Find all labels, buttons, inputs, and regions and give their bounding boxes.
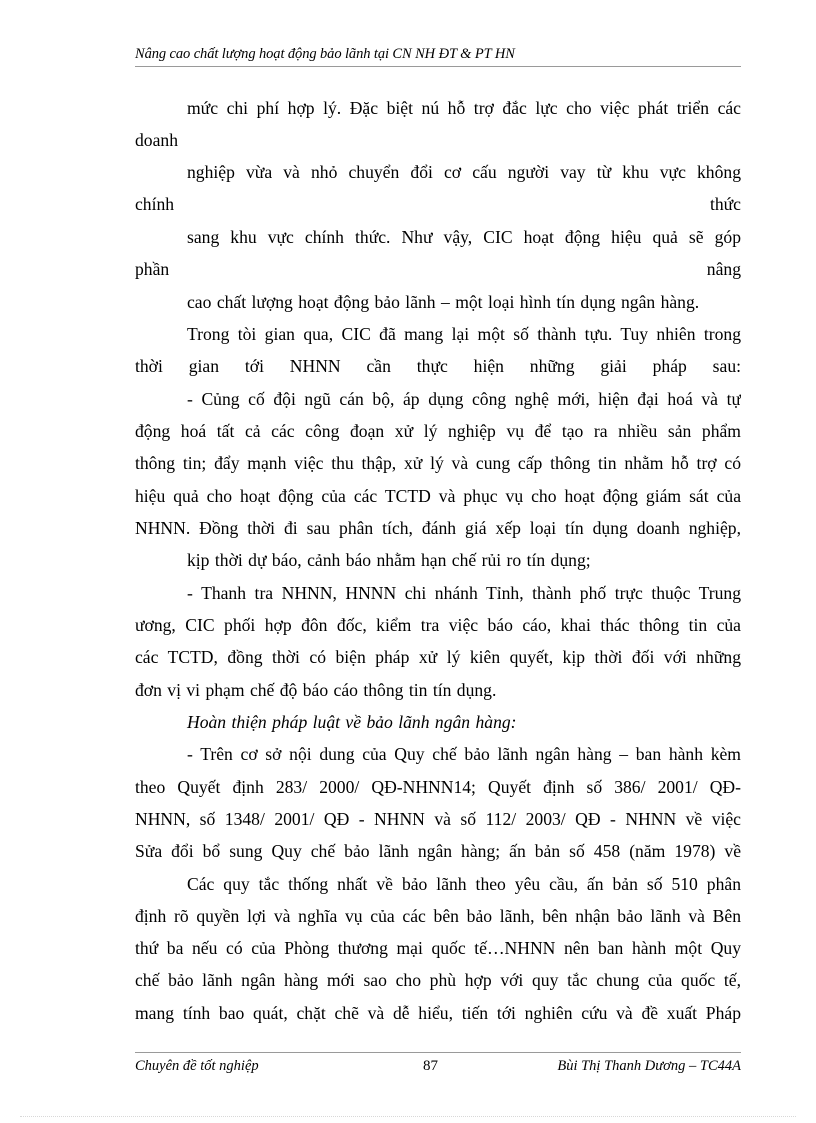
page-bottom-border <box>20 1116 796 1117</box>
paragraph-line: Sửa đổi bổ sung Quy chế bảo lãnh ngân hàng; ấn bản số 458 (năm 1978) về <box>135 841 741 861</box>
paragraph-line: - Thanh tra NHNN, HNNN chi nhánh Tỉnh, thành phố trực thuộc Trung <box>187 583 741 603</box>
paragraph-line: nghiệp vừa và nhỏ chuyển đổi cơ cấu người vay từ khu vực không <box>187 162 741 182</box>
section-subheading: Hoàn thiện pháp luật về bảo lãnh ngân hàng: <box>187 712 517 732</box>
paragraph-line: mang tính bao quát, chặt chẽ và dễ hiểu, tiến tới nghiên cứu và đề xuất Pháp <box>135 1003 741 1023</box>
paragraph-line: thứ ba nếu có của Phòng thương mại quốc tế…NHNN nên ban hành một Quy <box>135 938 741 958</box>
paragraph-line: - Trên cơ sở nội dung của Quy chế bảo lãnh ngân hàng – ban hành kèm <box>187 744 741 764</box>
paragraph-line: chính thức <box>135 194 741 214</box>
paragraph-line: thời gian tới NHNN cần thực hiện những giải pháp sau: <box>135 356 741 376</box>
paragraph-line: phần nâng <box>135 259 741 279</box>
paragraph-line: định rõ quyền lợi và nghĩa vụ của các bên bảo lãnh, bên nhận bảo lãnh và Bên <box>135 906 741 926</box>
paragraph-line: NHNN, số 1348/ 2001/ QĐ - NHNN và số 112/ 2003/ QĐ - NHNN về việc <box>135 809 741 829</box>
paragraph-line: - Củng cố đội ngũ cán bộ, áp dụng công nghệ mới, hiện đại hoá và tự <box>187 389 741 409</box>
paragraph-line: theo Quyết định 283/ 2000/ QĐ-NHNN14; Quyết định số 386/ 2001/ QĐ- <box>135 777 741 797</box>
paragraph-line: ương, CIC phối hợp đôn đốc, kiểm tra việc báo cáo, khai thác thông tin của <box>135 615 741 635</box>
paragraph-line: Các quy tắc thống nhất về bảo lãnh theo yêu cầu, ấn bản số 510 phân <box>187 874 741 894</box>
paragraph-line: hiệu quả cho hoạt động của các TCTD và phục vụ cho hoạt động giám sát của <box>135 486 741 506</box>
paragraph-line: kịp thời dự báo, cảnh báo nhằm hạn chế rủi ro tín dụng; <box>187 550 591 570</box>
paragraph-line: Trong tòi gian qua, CIC đã mang lại một số thành tựu. Tuy nhiên trong <box>187 324 741 344</box>
paragraph-line: mức chi phí hợp lý. Đặc biệt nú hỗ trợ đắc lực cho việc phát triển các <box>187 98 741 118</box>
paragraph-line: sang khu vực chính thức. Như vậy, CIC hoạt động hiệu quả sẽ góp <box>187 227 741 247</box>
body-text <box>135 0 741 1123</box>
paragraph-line: đơn vị vi phạm chế độ báo cáo thông tin tín dụng. <box>135 680 497 700</box>
paragraph-line: động hoá tất cả các công đoạn xử lý nghiệp vụ để tạo ra nhiều sản phẩm <box>135 421 741 441</box>
paragraph-line: thông tin; đẩy mạnh việc thu thập, xử lý và cung cấp thông tin nhằm hỗ trợ có <box>135 453 741 473</box>
page-footer <box>135 1052 741 1077</box>
page-number: 87 <box>423 1058 438 1074</box>
paragraph-line: cao chất lượng hoạt động bảo lãnh – một loại hình tín dụng ngân hàng. <box>187 292 700 312</box>
paragraph-line: các TCTD, đồng thời có biện pháp xử lý kiên quyết, kịp thời đối với những <box>135 647 741 667</box>
running-header: Nâng cao chất lượng hoạt động bảo lãnh tại CN NH ĐT & PT HN <box>135 46 741 67</box>
paragraph-line: NHNN. Đồng thời đi sau phân tích, đánh giá xếp loại tín dụng doanh nghiệp, <box>135 518 741 538</box>
paragraph-line: doanh <box>135 130 178 150</box>
footer-thesis-label: Chuyên đề tốt nghiệp <box>135 1058 259 1074</box>
paragraph-line: chế bảo lãnh ngân hàng mới sao cho phù hợp với quy tắc chung của quốc tế, <box>135 970 741 990</box>
footer-author: Bùi Thị Thanh Dương – TC44A <box>557 1058 741 1074</box>
